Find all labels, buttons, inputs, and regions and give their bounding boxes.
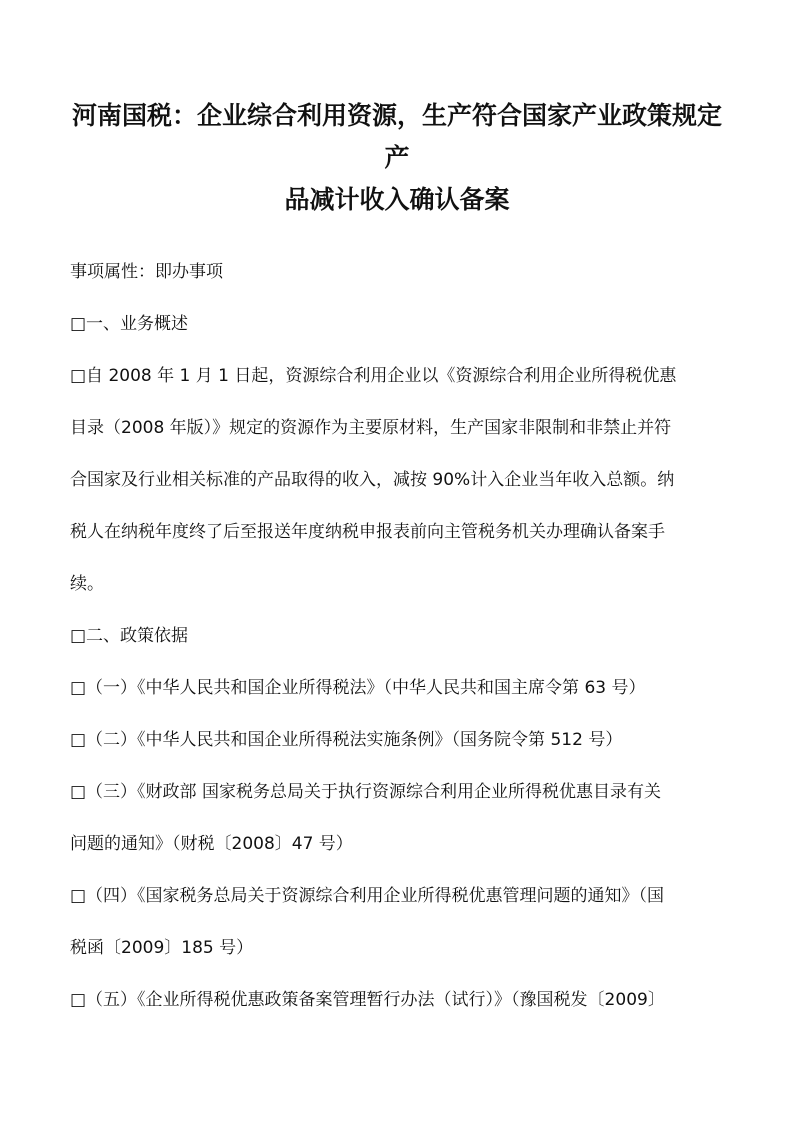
policy-line-4: 问题的通知》（财税〔2008〕47 号）	[70, 834, 353, 854]
policy-line-2: □（二）《中华人民共和国企业所得税法实施条例》（国务院令第 512 号）	[70, 730, 623, 750]
overview-line-3: 合国家及行业相关标准的产品取得的收入，减按 90%计入企业当年收入总额。纳	[70, 470, 675, 490]
policy-line-3: □（三）《财政部 国家税务总局关于执行资源综合利用企业所得税优惠目录有关	[70, 782, 661, 802]
attribute-line: 事项属性：即办事项	[70, 262, 223, 282]
overview-line-5: 续。	[70, 574, 104, 594]
title-line-2: 品减计收入确认备案	[284, 185, 510, 214]
policy-line-6: 税函〔2009〕185 号）	[70, 938, 254, 958]
overview-line-2: 目录（2008 年版）》规定的资源作为主要原材料，生产国家非限制和非禁止并符	[70, 418, 672, 438]
policy-line-1: □（一）《中华人民共和国企业所得税法》（中华人民共和国主席令第 63 号）	[70, 678, 646, 698]
document-title	[60, 95, 734, 221]
overview-line-4: 税人在纳税年度终了后至报送年度纳税申报表前向主管税务机关办理确认备案手	[70, 522, 665, 542]
policy-line-5: □（四）《国家税务总局关于资源综合利用企业所得税优惠管理问题的通知》（国	[70, 886, 665, 906]
overview-line-1: □自 2008 年 1 月 1 日起，资源综合利用企业以《资源综合利用企业所得税优惠	[70, 366, 677, 386]
section-1-heading: □一、业务概述	[70, 314, 189, 334]
policy-line-7: □（五）《企业所得税优惠政策备案管理暂行办法（试行）》（豫国税发〔2009〕	[70, 990, 665, 1010]
section-2-heading: □二、政策依据	[70, 626, 189, 646]
title-line-1: 河南国税：企业综合利用资源，生产符合国家产业政策规定产	[71, 101, 722, 172]
